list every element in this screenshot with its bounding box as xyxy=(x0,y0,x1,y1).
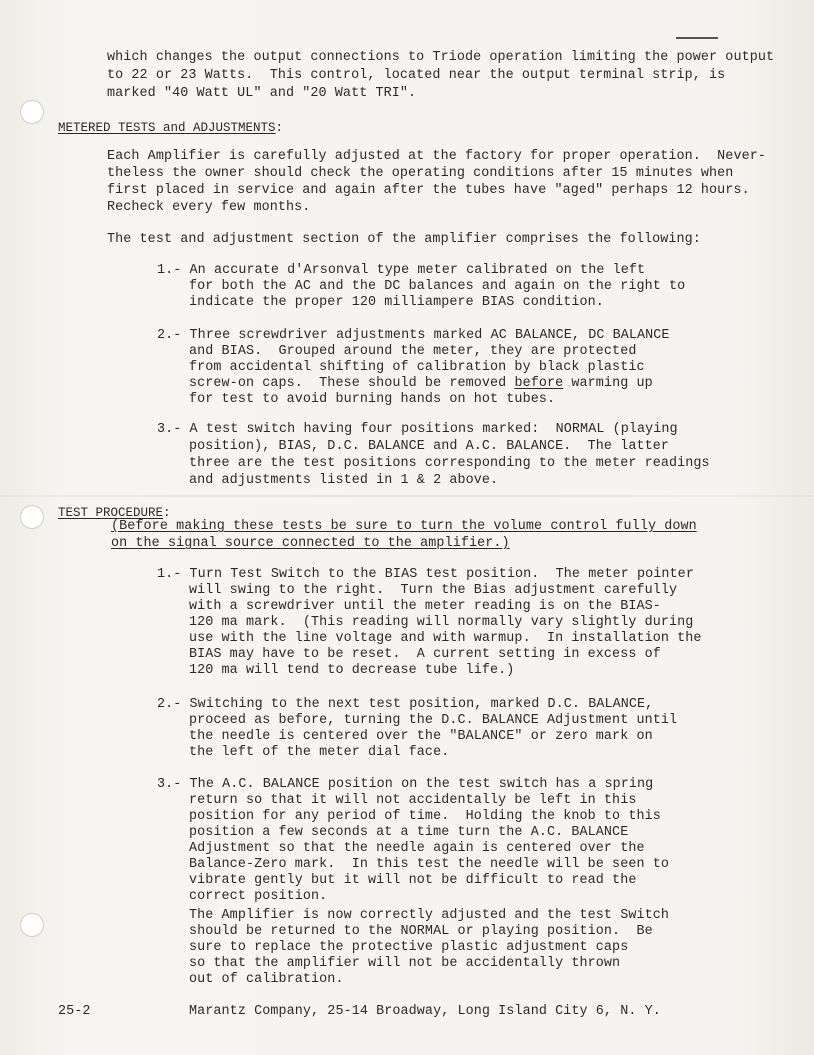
procedure-item-2-line-2: proceed as before, turning the D.C. BALANCE Adjustment until xyxy=(189,713,678,728)
procedure-item-2-line-3: the needle is centered over the "BALANCE" or zero mark on xyxy=(189,729,653,744)
footer-address: Marantz Company, 25-14 Broadway, Long Island City 6, N. Y. xyxy=(189,1004,661,1019)
procedure-item-1-line-2: will swing to the right. Turn the Bias adjustment carefully xyxy=(189,583,678,598)
metered-item-3-line-2: position), BIAS, D.C. BALANCE and A.C. BALANCE. The latter xyxy=(189,439,670,454)
closing-line-5: out of calibration. xyxy=(189,972,344,987)
punch-hole xyxy=(20,100,44,124)
procedure-item-3-line-2: return so that it will not accidentally be left in this xyxy=(189,793,637,808)
closing-line-2: should be returned to the NORMAL or playing position. Be xyxy=(189,924,653,939)
procedure-item-1-line-3: with a screwdriver until the meter reading is on the BIAS- xyxy=(189,599,661,614)
metered-item-1-line-3: indicate the proper 120 milliampere BIAS condition. xyxy=(189,295,604,310)
metered-item-2-line-3: from accidental shifting of calibration by black plastic xyxy=(189,360,645,375)
pen-mark xyxy=(676,37,718,39)
metered-item-2-line-2: and BIAS. Grouped around the meter, they are protected xyxy=(189,344,637,359)
metered-item-2-line-5: for test to avoid burning hands on hot tubes. xyxy=(189,392,556,407)
metered-item-3-line-1: 3.- A test switch having four positions marked: NORMAL (playing xyxy=(157,422,678,437)
procedure-item-1-line-7: 120 ma will tend to decrease tube life.) xyxy=(189,663,515,678)
metered-item-1-line-1: 1.- An accurate d'Arsonval type meter calibrated on the left xyxy=(157,263,646,278)
metered-para1-line-3: first placed in service and again after the tubes have "aged" perhaps 12 hours. xyxy=(107,183,750,198)
paper-fold xyxy=(0,495,814,497)
metered-item-3-line-3: three are the test positions corresponding to the meter readings xyxy=(189,456,710,471)
closing-line-1: The Amplifier is now correctly adjusted and the test Switch xyxy=(189,908,670,923)
closing-line-4: so that the amplifier will not be accidentally thrown xyxy=(189,956,621,971)
procedure-item-3-line-7: vibrate gently but it will not be difficult to read the xyxy=(189,873,637,888)
punch-hole xyxy=(20,913,44,937)
procedure-note-line-2: on the signal source connected to the amplifier.) xyxy=(111,536,510,551)
metered-para1-line-4: Recheck every few months. xyxy=(107,200,311,215)
metered-item-1-line-2: for both the AC and the DC balances and again on the right to xyxy=(189,279,686,294)
metered-item-3-line-4: and adjustments listed in 1 & 2 above. xyxy=(189,473,499,488)
metered-para2-line-1: The test and adjustment section of the amplifier comprises the following: xyxy=(107,232,701,247)
intro-line-3: marked "40 Watt UL" and "20 Watt TRI". xyxy=(107,86,417,101)
punch-hole xyxy=(20,505,44,529)
procedure-note-line-1: (Before making these tests be sure to turn the volume control fully down xyxy=(111,519,697,534)
page-number: 25-2 xyxy=(58,1004,91,1019)
metered-item-2-line-1: 2.- Three screwdriver adjustments marked AC BALANCE, DC BALANCE xyxy=(157,328,670,343)
closing-line-3: sure to replace the protective plastic adjustment caps xyxy=(189,940,629,955)
procedure-item-3-line-1: 3.- The A.C. BALANCE position on the test switch has a spring xyxy=(157,777,654,792)
procedure-item-3-line-8: correct position. xyxy=(189,889,328,904)
section-heading-metered-tests: METERED TESTS and ADJUSTMENTS: xyxy=(58,121,284,135)
procedure-item-2-line-4: the left of the meter dial face. xyxy=(189,745,450,760)
procedure-item-3-line-4: position a few seconds at a time turn the A.C. BALANCE xyxy=(189,825,629,840)
procedure-item-1-line-1: 1.- Turn Test Switch to the BIAS test position. The meter pointer xyxy=(157,567,694,582)
procedure-item-3-line-6: Balance-Zero mark. In this test the needle will be seen to xyxy=(189,857,670,872)
procedure-item-1-line-5: use with the line voltage and with warmup. In installation the xyxy=(189,631,702,646)
procedure-item-1-line-4: 120 ma mark. (This reading will normally vary slightly during xyxy=(189,615,694,630)
section-heading-test-procedure: TEST PROCEDURE: xyxy=(58,506,171,520)
intro-line-2: to 22 or 23 Watts. This control, located near the output terminal strip, is xyxy=(107,68,726,83)
procedure-item-2-line-1: 2.- Switching to the next test position, marked D.C. BALANCE, xyxy=(157,697,654,712)
procedure-item-3-line-3: position for any period of time. Holding the knob to this xyxy=(189,809,661,824)
procedure-item-3-line-5: Adjustment so that the needle again is centered over the xyxy=(189,841,645,856)
metered-para1-line-1: Each Amplifier is carefully adjusted at the factory for proper operation. Never- xyxy=(107,149,766,164)
metered-para1-line-2: theless the owner should check the operating conditions after 15 minutes when xyxy=(107,166,734,181)
intro-line-1: which changes the output connections to Triode operation limiting the power output xyxy=(107,50,775,65)
metered-item-2-line-4: screw-on caps. These should be removed before warming up xyxy=(189,376,653,391)
procedure-item-1-line-6: BIAS may have to be reset. A current setting in excess of xyxy=(189,647,661,662)
